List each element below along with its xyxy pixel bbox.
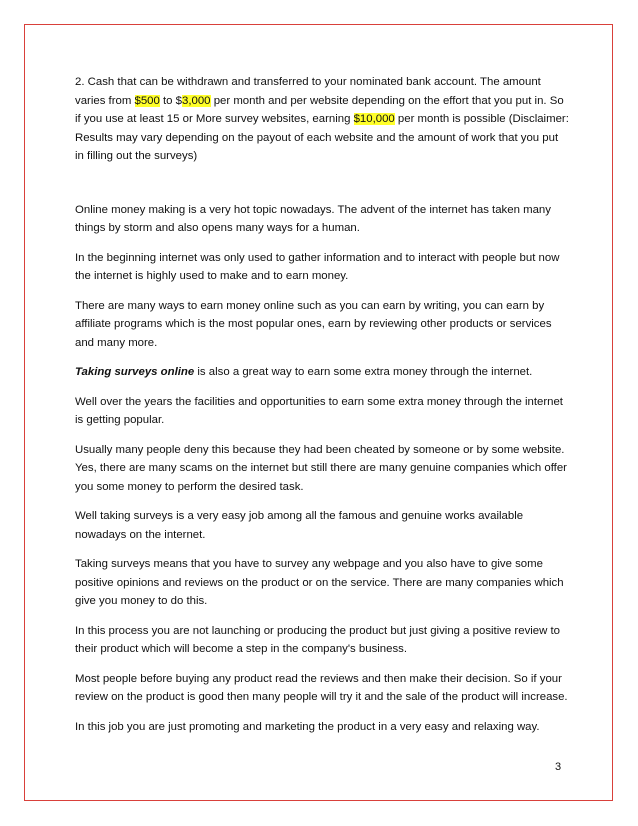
intro-line-1: 2. Cash that can be withdrawn and transferred to your nominated bank account. The amount [75, 76, 541, 88]
paragraph: Well over the years the facilities and opportunities to earn some extra money through the internet is getting popular. [75, 395, 563, 426]
paragraph: Online money making is a very hot topic nowadays. The advent of the internet has taken many things by storm and also opens many ways for a human. [75, 203, 551, 234]
surveys-rest: is also a great way to earn some extra money through the internet. [194, 366, 533, 378]
page-number: 3 [555, 761, 562, 773]
paragraph: In this job you are just promoting and marketing the product in a very easy and relaxing way. [75, 720, 540, 733]
intro-line-2c: per month and per website depending on the effort that you put in. [210, 94, 547, 107]
disclaimer-text: (Disclaimer: Results may vary depending on the payout of each website and the amount of work that you put in filling out the surveys) [75, 113, 569, 162]
intro-line-2a: varies from [75, 94, 135, 107]
paragraph: In this process you are not launching or producing the product but just giving a positive review to their product which will become a step in the company's business. [75, 624, 561, 655]
surveys-paragraph [75, 363, 570, 382]
intro-line-2b: to $ [159, 94, 183, 107]
paragraph: There are many ways to earn money online such as you can earn by writing, you can earn by affiliate programs which is the most popular ones, earn by reviewing other products or services and many more. [75, 299, 552, 349]
intro-line-3b: per month is possible [394, 113, 506, 125]
paragraph: Well taking surveys is a very easy job among all the famous and genuine works available nowadays on the internet. [75, 510, 524, 541]
highlight-amount-total: $10,000 [353, 113, 395, 125]
highlight-amount-high: 3,000 [182, 94, 211, 107]
paragraph: Usually many people deny this because they had been cheated by someone or by some website. Yes, there are many scams on the internet but still there are many genuine companies which offer you some money to perform the desired task. [75, 443, 567, 493]
highlight-amount-low: $500 [134, 94, 160, 107]
intro-paragraph [75, 73, 570, 166]
paragraph: Taking surveys means that you have to survey any webpage and you also have to give some positive opinions and reviews on the product or on the service. There are many companies which give you money to do this. [75, 558, 564, 607]
paragraph: Most people before buying any product read the reviews and then make their decision. So if your review on the product is good then many people will try it and the sale of the product will increase. [75, 672, 568, 703]
document-body [75, 73, 570, 747]
paragraph: In the beginning internet was only used to gather information and to interact with people but now the internet is highly used to make and to earn money. [75, 251, 560, 282]
intro-line-3a: So if you use at least 15 or More survey websites, earning [75, 94, 564, 125]
surveys-emphasis: Taking surveys online [75, 366, 195, 378]
